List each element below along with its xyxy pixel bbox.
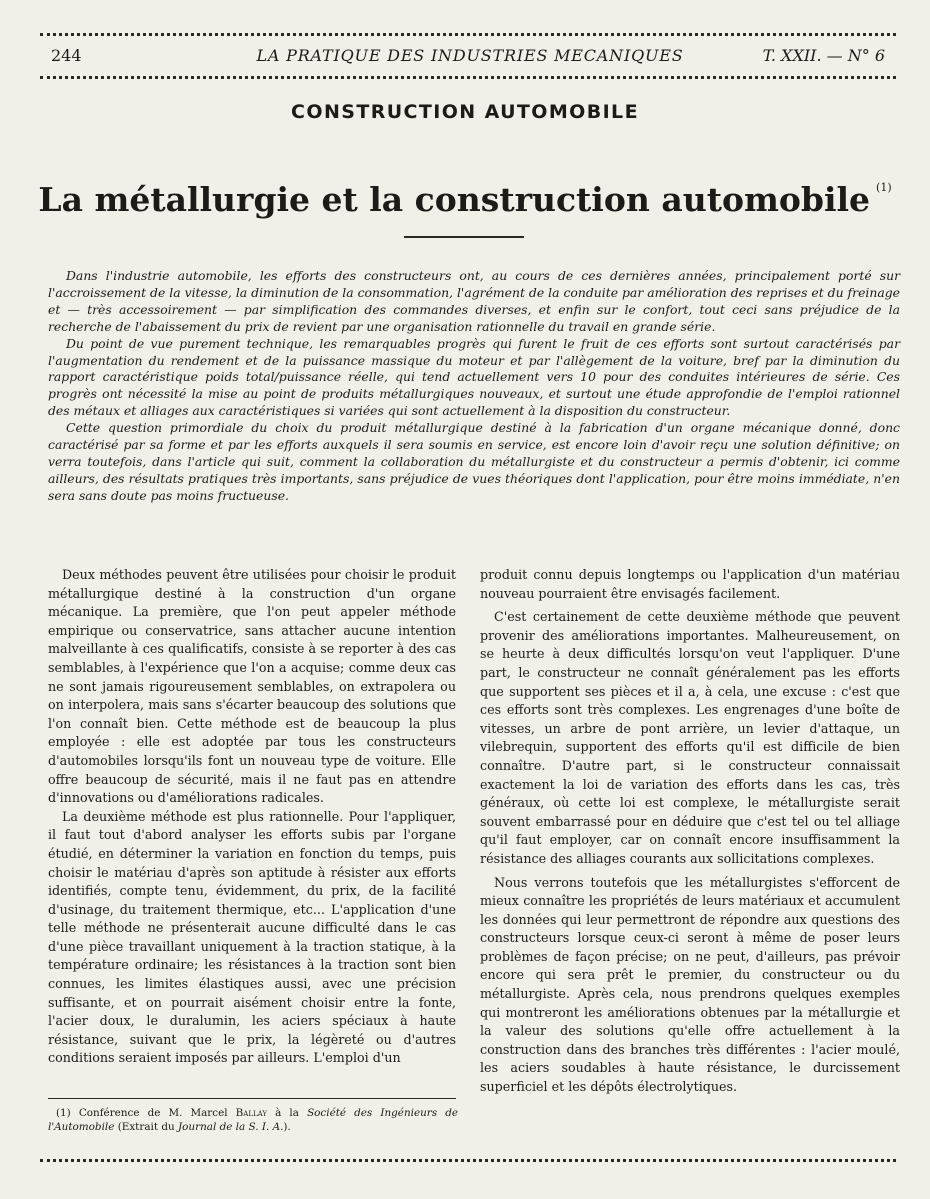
body-paragraph: La deuxième méthode est plus rationnelle. Pour l'appliquer, il faut tout d'abord analyser les efforts subis par l'organe étudié, en déterminer la variation en fonction du temps, puis choisir le matériau d'après son aptitude à résister aux efforts identifiés, compte tenu, évidemment, du prix, de la facilité d'usinage, du traitement thermique, etc... L'application d'une telle méthode ne présenterait aucune difficulté dans le cas d'une pièce travaillant uniquement à la traction statique, à la température ordinaire; les résistances à la traction sont bien connues, les limites élastiques aussi, avec une précision suffisante, et on pourrait aisément choisir entre la fonte, l'acier doux, le duralumin, les aciers spéciaux à haute résistance, suivant que le prix, la légèreté ou d'autres conditions seraient imposés par ailleurs. L'emploi d'un: [48, 808, 456, 1066]
title-underline: [404, 236, 524, 238]
page-number: 244: [51, 46, 82, 65]
intro-paragraph: Dans l'industrie automobile, les efforts des constructeurs ont, au cours de ces dernières années, principalement porté sur l'accroissement de la vitesse, la diminution de la consommation, l'agrément de la conduite par amélioration des reprises et du freinage et — très accessoirement — par simplification des commandes diverses, et enfin sur le confort, tout ceci sans préjudice de la recherche de l'abaissement du prix de revient par une organisation rationnelle du travail en grande série.: [48, 268, 900, 334]
bottom-dotted-rule: [40, 1159, 896, 1162]
body-paragraph: Nous verrons toutefois que les métallurgistes s'efforcent de mieux connaître les propriétés de leurs matériaux et accumulent les données qui leur permettront de répondre aux questions des constructeurs lorsque ceux-ci seront à même de poser leurs problèmes de façon précise; on ne peut, d'ailleurs, pas prévoir encore qui sera prêt le premier, du constructeur ou du métallurgiste. Après cela, nous prendrons quelques exemples qui montreront les améliorations obtenues par la métallurgie et la valeur des solutions qu'elle offre actuellement à la construction dans des branches très différentes : l'acier moulé, les aciers soudables à haute résistance, le durcissement superficiel et les dépôts électrolytiques.: [480, 874, 900, 1095]
body-paragraph: produit connu depuis longtemps ou l'application d'un matériau nouveau pourraient être envisagés facilement.: [480, 567, 900, 601]
body-paragraph: C'est certainement de cette deuxième méthode que peuvent provenir des améliorations importantes. Malheureusement, on se heurte à deux difficultés lorsqu'on veut l'appliquer. D'une part, le constructeur ne connaît généralement pas les efforts que supportent ses pièces et il a, à cela, une excuse : c'est que ces efforts sont très complexes. Les engrenages d'une boîte de vitesses, un arbre de pont arrière, un levier d'attaque, un vilebrequin, supportent des efforts qu'il est difficile de bien connaître. D'autre part, si le constructeur connaissait exactement la loi de variation des efforts dans les cas, très généraux, où cette loi est complexe, le métallurgiste serait souvent embarrassé pour en déduire que c'est tel ou tel alliage qu'il faut employer, car on connaît encore insuffisamment la résistance des alliages courants aux sollicitations complexes.: [480, 609, 900, 866]
header-dotted-rule: [40, 76, 896, 79]
footnote-society: Société des Ingénieurs de l'Automobile: [48, 1107, 458, 1133]
footnote-journal: Journal de la S. I. A.: [177, 1121, 284, 1133]
body-paragraph: Deux méthodes peuvent être utilisées pour choisir le produit métallurgique destiné à la construction d'un organe mécanique. La première, que l'on peut appeler méthode empirique ou conservatrice, sans attacher aucune intention malveillante à ces qualificatifs, consiste à se reporter à des cas semblables, à l'expérience que l'on a acquise; comme deux cas ne sont jamais rigoureusement semblables, on extrapolera ou on interpolera, mais sans s'écarter beaucoup des solutions que l'on connaît bien. Cette méthode est de beaucoup la plus employée : elle est adoptée par tous les constructeurs d'automobiles lorsqu'ils font un nouveau type de voiture. Elle offre beaucoup de sécurité, mais il ne faut pas en attendre d'innovations ou d'améliorations radicales.: [48, 567, 456, 806]
journal-title: LA PRATIQUE DES INDUSTRIES MECANIQUES: [256, 46, 684, 65]
footnote-reference: (1): [876, 181, 892, 194]
footnote-text: Conférence de M. Marcel: [78, 1107, 228, 1119]
footnote-rule: [48, 1098, 456, 1099]
volume-number: T. XXII. — N° 6: [762, 46, 885, 65]
article-title: La métallurgie et la construction automobile: [38, 180, 871, 219]
introduction: [48, 268, 900, 505]
body-column-left: [48, 566, 456, 1068]
section-title: CONSTRUCTION AUTOMOBILE: [291, 101, 639, 123]
body-column-right: [480, 566, 900, 1097]
footnote-number: (1): [56, 1107, 71, 1119]
article-title-block: [0, 180, 930, 219]
intro-paragraph: Cette question primordiale du choix du produit métallurgique destiné à la fabrication d'un organe mécanique donné, donc caractérisé par sa forme et par les efforts auxquels il sera soumis en service, est encore loin d'avoir reçu une solution définitive; on verra toutefois, dans l'article qui suit, comment la collaboration du métallurgiste et du constructeur a permis d'obtenir, ici comme ailleurs, des résultats pratiques très importants, sans préjudice de vues théoriques dont l'application, pour être moins immédiate, n'en sera sans doute pas moins fructueuse.: [48, 420, 900, 503]
footnote-text: à la: [275, 1107, 299, 1119]
top-dotted-rule: [40, 33, 896, 36]
running-header: [45, 46, 895, 68]
footnote: [48, 1106, 458, 1134]
footnote-author: Ballay: [235, 1107, 268, 1119]
footnote-text: (Extrait du: [117, 1121, 175, 1133]
footnote-text: ).: [283, 1121, 291, 1133]
intro-paragraph: Du point de vue purement technique, les remarquables progrès qui furent le fruit de ces efforts sont surtout caractérisés par l'augmentation du rendement et de la puissance massique du moteur et par l'allègement de la voiture, bref par la diminution du rapport caractéristique poids total/puissance réelle, qui tend actuellement vers 10 pour des conduites intérieures de série. Ces progrès ont nécessité la mise au point de produits métallurgiques nouveaux, et surtout une étude approfondie de l'emploi rationnel des métaux et alliages aux caractéristiques si variées qui sont actuellement à la disposition du constructeur.: [48, 335, 900, 419]
